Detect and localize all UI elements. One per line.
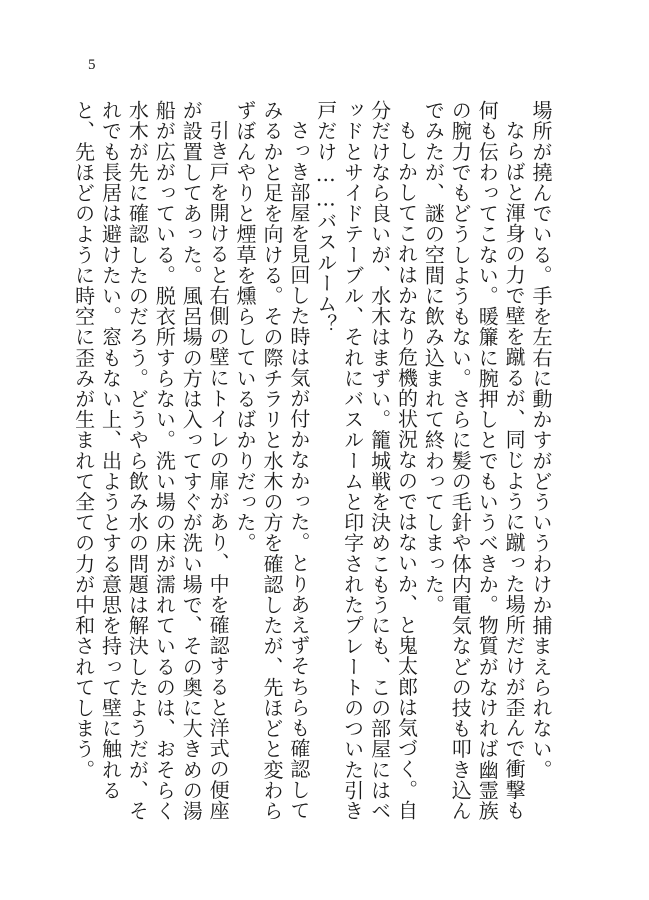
body-text <box>71 100 554 840</box>
paragraph-5: 引き戸を開けると右側の壁にトイレの扉があり、中を確認すると洋式の便座が設置してあった。風呂場の方は入ってすぐが洗い場で、その奥に大きめの湯船が広がっている。脱衣所すらない。洗い場の床が濡れているのは、おそらく水木が先に確認したのだろう。どうやら飲み水の問題は解決したようだが、それでも長居は避けたい。窓もない上、出ようとする意思を持って壁に触れると、先ほどのように時空に歪みが生まれて全ての力が中和されてしまう。 <box>71 100 231 821</box>
paragraph-4: さっき部屋を見回した時は気が付かなかった。とりあえずそちらも確認してみるかと足を向ける。その際チラリと水木の方を確認したが、先ほどと変わらずぼんやりと煙草を燻らしているばかりだった。 <box>233 100 311 821</box>
paragraph-3: もしかしてこれはかなり危機的状況なのではないか、と鬼太郎は気づく。自分だけなら良いが、水木はまずい。籠城戦を決めこもうにも、この部屋にはベッドとサイドテーブル、それにバスルームと印字されたプレートのついた引き戸だけ……バスルーム？ <box>313 100 419 821</box>
paragraph-2: ならばと渾身の力で壁を蹴るが、同じように蹴った場所だけが歪んで衝撃も何も伝わってこない。暖簾に腕押しとでもいうべきか。物質がなければ幽霊族の腕力でもどうしようもない。さらに髪の毛針や体内電気などの技も叩き込んでみたが、謎の空間に飲み込まれて終わってしまった。 <box>421 100 527 821</box>
paragraph-1: 場所が撓んでいる。手を左右に動かすがどういうわけか捕まえられない。 <box>529 100 553 780</box>
page-number: 5 <box>88 57 96 73</box>
